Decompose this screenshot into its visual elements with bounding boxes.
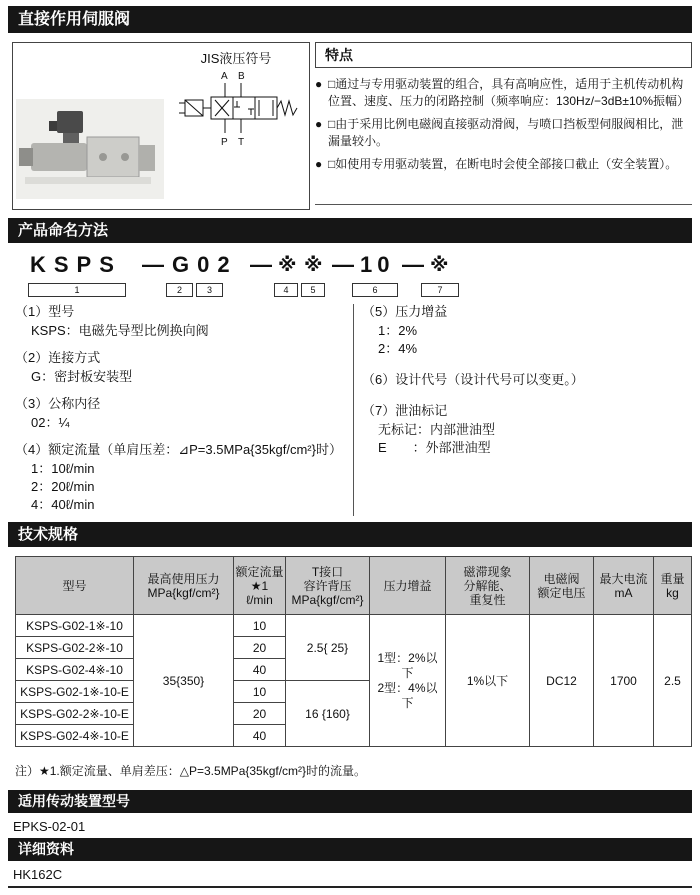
model-cell: KSPS-G02-2※-10 [16,637,134,659]
naming-left-column [15,304,350,524]
features-header [315,42,692,68]
model-code-wildcard: ※ [304,255,323,276]
naming-item-line: 2：4% [378,341,418,356]
col-header-max-pressure: 最高使用压力 MPa{kgf/cm²} [134,557,234,615]
col-header-flow: 额定流量 ★1 ℓ/min [234,557,286,615]
feature-item [315,156,694,173]
code-box-1: 1 [28,283,126,297]
weight-cell: 2.5 [654,615,692,747]
model-cell: KSPS-G02-4※-10-E [16,725,134,747]
drive-section-title: 适用传动装置型号 [18,793,130,809]
page-title-bar [8,6,692,33]
features-list [315,76,694,179]
drive-unit-model: EPKS-02-01 [13,819,86,834]
model-code-dash: — [332,252,354,277]
column-divider [353,304,354,516]
code-box-4: 4 [274,283,298,297]
flow-cell: 20 [234,703,286,725]
naming-right-column [362,304,690,471]
product-photo [15,93,165,205]
naming-item-label: （7）泄油标记 [362,403,448,418]
flow-cell: 40 [234,659,286,681]
naming-item-line: 02：¼ [31,415,70,430]
naming-item-3 [15,396,350,431]
col-header-hysteresis: 磁滞现象 分解能、 重复性 [446,557,530,615]
col-header-back-pressure: T接口 容许背压 MPa{kgf/cm²} [286,557,370,615]
back-pressure-cell: 16 {160} [286,681,370,747]
naming-item-line: 2：20ℓ/min [31,479,95,494]
bullet-icon: ● [315,157,323,171]
model-code-wildcard: ※ [430,255,449,276]
specs-section-bar [8,522,692,547]
features-title: 特点 [325,47,353,63]
page-bottom-rule [8,886,692,888]
port-label-t: T [238,137,245,148]
col-header-voltage: 电磁阀 额定电压 [530,557,594,615]
jis-hydraulic-symbol-icon [169,67,303,159]
specs-table [15,556,692,747]
port-label-a: A [221,71,228,82]
bullet-icon: ● [315,117,323,131]
specs-section-title: 技术规格 [18,526,79,543]
model-cell: KSPS-G02-1※-10 [16,615,134,637]
flow-cell: 20 [234,637,286,659]
naming-section-title: 产品命名方法 [18,222,109,239]
naming-item-label: （4）额定流量（单肩压差：⊿P=3.5MPa{35kgf/cm²}时） [15,442,342,457]
feature-item [315,116,694,150]
naming-item-7 [362,403,690,456]
code-box-2: 2 [166,283,193,297]
naming-item-5 [362,304,690,357]
naming-item-6 [362,372,690,388]
naming-item-label: （6）设计代号（设计代号可以变更。） [362,372,584,387]
table-row [16,615,692,637]
naming-item-line: 无标记：内部泄油型 [378,422,496,437]
naming-item-4 [15,442,350,513]
symbol-photo-panel [12,42,310,210]
naming-item-label: （1）型号 [15,304,75,319]
code-box-3: 3 [196,283,223,297]
naming-item-2 [15,350,350,385]
naming-item-line: E ：外部泄油型 [378,440,491,455]
model-code-series: KSPS [30,252,122,277]
flow-cell: 10 [234,615,286,637]
flow-cell: 40 [234,725,286,747]
col-header-weight: 重量 kg [654,557,692,615]
model-code-wildcard: ※ [278,255,297,276]
naming-item-label: （5）压力增益 [362,304,448,319]
code-box-5: 5 [301,283,325,297]
col-header-gain: 压力增益 [370,557,446,615]
bullet-icon: ● [315,77,323,91]
model-code-dash: — [142,252,164,277]
table-header-row [16,557,692,615]
max-pressure-cell: 35{350} [134,615,234,747]
naming-section-bar [8,218,692,243]
naming-item-label: （3）公称内径 [15,396,101,411]
drive-section-bar [8,790,692,813]
model-code-design: 10 [360,252,395,277]
feature-text: □如使用专用驱动装置，在断电时会使全部接口截止（安全装置）。 [328,157,678,171]
model-cell: KSPS-G02-2※-10-E [16,703,134,725]
model-code-connection: G02 [172,252,238,277]
current-cell: 1700 [594,615,654,747]
feature-item [315,76,694,110]
model-cell: KSPS-G02-4※-10 [16,659,134,681]
model-code-dash: — [250,252,272,277]
port-label-p: P [221,137,228,148]
port-label-b: B [238,71,245,82]
model-cell: KSPS-G02-1※-10-E [16,681,134,703]
naming-item-line: G：密封板安装型 [31,369,133,384]
model-code-dash: — [402,252,424,277]
hysteresis-cell: 1%以下 [446,615,530,747]
col-header-model: 型号 [16,557,134,615]
naming-item-line: KSPS：电磁先导型比例换向阀 [31,323,209,338]
details-doc-number: HK162C [13,867,63,882]
naming-item-label: （2）连接方式 [15,350,101,365]
details-section-bar [8,838,692,861]
page-title: 直接作用伺服阀 [18,11,131,28]
feature-text: □由于采用比例电磁阀直接驱动滑阀，与喷口挡板型伺服阀相比，泄漏量较小。 [328,117,684,148]
flow-cell: 10 [234,681,286,703]
feature-text: □通过与专用驱动装置的组合，具有高响应性，适用于主机传动机构位置、速度、压力的闭路控制（频率响应：130Hz/−3dB±10%振幅） [328,77,689,108]
details-section-title: 详细资料 [18,841,74,857]
gain-cell: 1型：2%以下 2型：4%以下 [370,615,446,747]
code-box-6: 6 [352,283,398,297]
jis-symbol-title: JIS液压符号 [200,51,272,66]
section-divider [315,204,692,205]
naming-item-line: 1：10ℓ/min [31,461,95,476]
naming-item-line: 4：40ℓ/min [31,497,95,512]
col-header-current: 最大电流 mA [594,557,654,615]
table-note: 注）★1.额定流量、单肩差压：△P=3.5MPa{35kgf/cm²}时的流量。 [15,764,367,778]
code-box-7: 7 [421,283,459,297]
voltage-cell: DC12 [530,615,594,747]
naming-item-line: 1：2% [378,323,418,338]
back-pressure-cell: 2.5{ 25} [286,615,370,681]
naming-item-1 [15,304,350,339]
